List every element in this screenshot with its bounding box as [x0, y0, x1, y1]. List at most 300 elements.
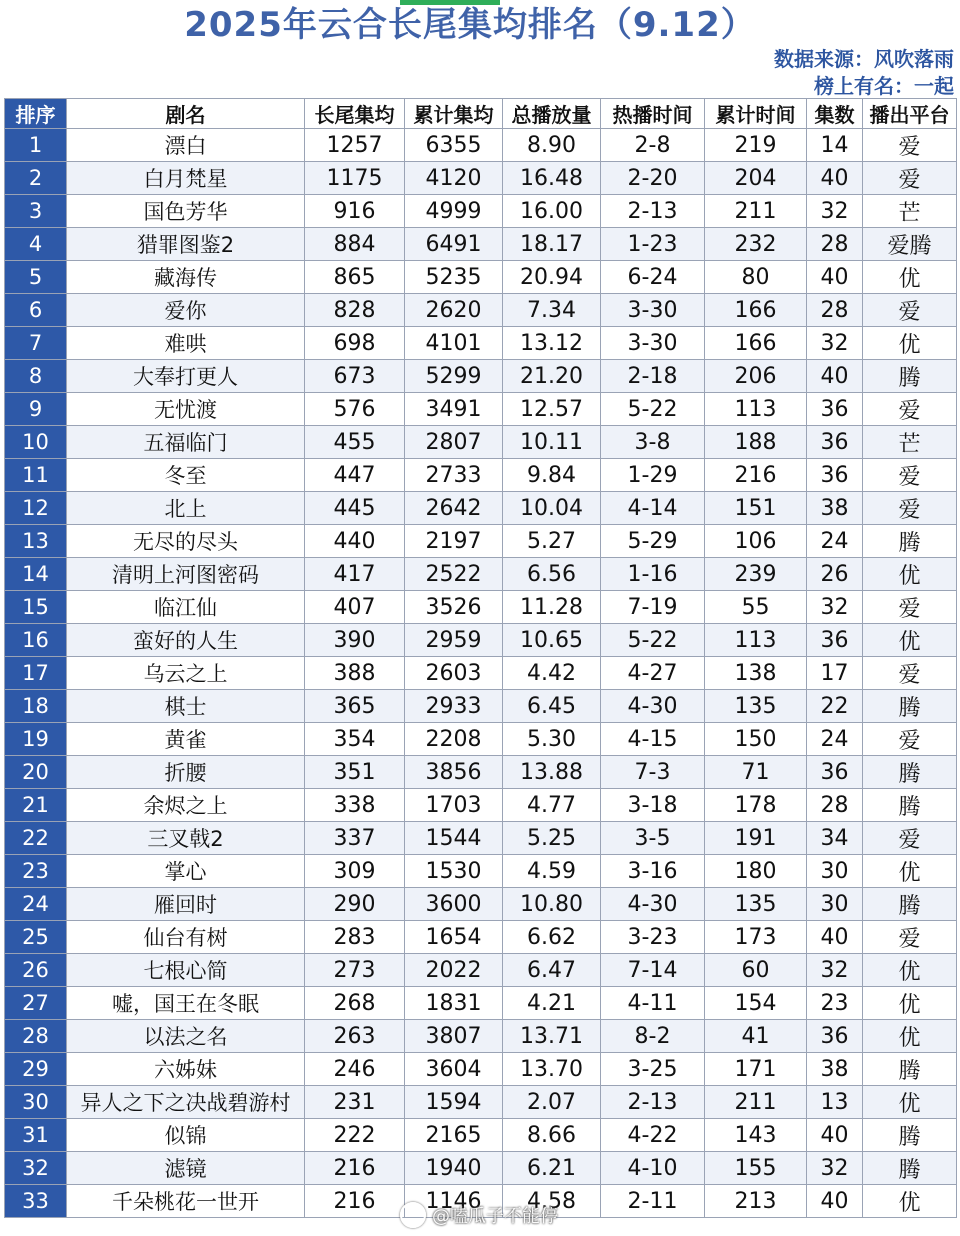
cell-longtail-avg: 268 [305, 987, 405, 1020]
cell-cumulative-avg: 3856 [405, 756, 503, 789]
cell-cumulative-days: 106 [705, 525, 807, 558]
cell-longtail-avg: 1257 [305, 129, 405, 162]
table-row [5, 393, 957, 426]
table-row [5, 426, 957, 459]
cell-cumulative-days: 113 [705, 393, 807, 426]
cell-episodes: 14 [807, 129, 863, 162]
header-longtail-avg: 长尾集均 [305, 99, 405, 129]
cell-total-plays: 13.71 [503, 1020, 601, 1053]
cell-rank: 15 [5, 591, 67, 624]
table-row [5, 723, 957, 756]
cell-cumulative-days: 173 [705, 921, 807, 954]
cell-episodes: 13 [807, 1086, 863, 1119]
watermark-text: @嗑瓜子不能停 [432, 1206, 558, 1227]
cell-total-plays: 6.21 [503, 1152, 601, 1185]
cell-air-date: 3-16 [601, 855, 705, 888]
cell-platform: 腾 [863, 1053, 957, 1086]
cell-platform: 腾 [863, 690, 957, 723]
cell-cumulative-days: 113 [705, 624, 807, 657]
cell-longtail-avg: 351 [305, 756, 405, 789]
cell-platform: 腾 [863, 1152, 957, 1185]
cell-longtail-avg: 455 [305, 426, 405, 459]
cell-rank: 27 [5, 987, 67, 1020]
cell-total-plays: 20.94 [503, 261, 601, 294]
header-episodes: 集数 [807, 99, 863, 129]
cell-cumulative-avg: 1530 [405, 855, 503, 888]
cell-rank: 5 [5, 261, 67, 294]
cell-title: 似锦 [67, 1119, 305, 1152]
header-platform: 播出平台 [863, 99, 957, 129]
table-row [5, 129, 957, 162]
cell-title: 临江仙 [67, 591, 305, 624]
cell-rank: 25 [5, 921, 67, 954]
cell-cumulative-days: 60 [705, 954, 807, 987]
cell-air-date: 2-13 [601, 1086, 705, 1119]
cell-air-date: 3-30 [601, 327, 705, 360]
cell-episodes: 36 [807, 756, 863, 789]
cell-title: 掌心 [67, 855, 305, 888]
cell-longtail-avg: 440 [305, 525, 405, 558]
cell-total-plays: 8.90 [503, 129, 601, 162]
cell-total-plays: 6.45 [503, 690, 601, 723]
cell-rank: 26 [5, 954, 67, 987]
cell-air-date: 1-29 [601, 459, 705, 492]
cell-cumulative-days: 41 [705, 1020, 807, 1053]
cell-air-date: 4-10 [601, 1152, 705, 1185]
cell-cumulative-avg: 2208 [405, 723, 503, 756]
table-row [5, 690, 957, 723]
cell-episodes: 32 [807, 954, 863, 987]
cell-platform: 腾 [863, 1119, 957, 1152]
cell-longtail-avg: 246 [305, 1053, 405, 1086]
cell-air-date: 4-15 [601, 723, 705, 756]
cell-cumulative-days: 138 [705, 657, 807, 690]
cell-episodes: 36 [807, 426, 863, 459]
cell-title: 棋士 [67, 690, 305, 723]
table-row [5, 360, 957, 393]
cell-longtail-avg: 309 [305, 855, 405, 888]
cell-rank: 24 [5, 888, 67, 921]
cell-cumulative-avg: 3604 [405, 1053, 503, 1086]
cell-longtail-avg: 417 [305, 558, 405, 591]
cell-total-plays: 8.66 [503, 1119, 601, 1152]
cell-platform: 优 [863, 1185, 957, 1218]
cell-air-date: 5-22 [601, 393, 705, 426]
cell-rank: 29 [5, 1053, 67, 1086]
cell-cumulative-avg: 6355 [405, 129, 503, 162]
cell-air-date: 5-22 [601, 624, 705, 657]
cell-episodes: 40 [807, 1185, 863, 1218]
cell-title: 异人之下之决战碧游村 [67, 1086, 305, 1119]
cell-total-plays: 9.84 [503, 459, 601, 492]
cell-title: 折腰 [67, 756, 305, 789]
cell-longtail-avg: 216 [305, 1152, 405, 1185]
cell-air-date: 8-2 [601, 1020, 705, 1053]
cell-episodes: 30 [807, 888, 863, 921]
cell-cumulative-days: 135 [705, 690, 807, 723]
table-row [5, 228, 957, 261]
cell-air-date: 2-8 [601, 129, 705, 162]
cell-longtail-avg: 216 [305, 1185, 405, 1218]
credit-label: 榜上有名：一起 [814, 74, 954, 98]
cell-cumulative-avg: 2642 [405, 492, 503, 525]
table-row [5, 921, 957, 954]
cell-cumulative-days: 188 [705, 426, 807, 459]
cell-cumulative-days: 232 [705, 228, 807, 261]
cell-air-date: 1-23 [601, 228, 705, 261]
cell-cumulative-avg: 2733 [405, 459, 503, 492]
cell-longtail-avg: 290 [305, 888, 405, 921]
table-row [5, 294, 957, 327]
cell-title: 五福临门 [67, 426, 305, 459]
cell-rank: 31 [5, 1119, 67, 1152]
cell-episodes: 17 [807, 657, 863, 690]
header-cumulative-avg: 累计集均 [405, 99, 503, 129]
cell-episodes: 40 [807, 921, 863, 954]
watermark [400, 1200, 558, 1230]
cell-platform: 优 [863, 558, 957, 591]
cell-episodes: 28 [807, 789, 863, 822]
weibo-logo-icon [400, 1202, 426, 1228]
cell-longtail-avg: 828 [305, 294, 405, 327]
cell-platform: 爱 [863, 921, 957, 954]
cell-air-date: 7-3 [601, 756, 705, 789]
cell-rank: 18 [5, 690, 67, 723]
cell-title: 六姊妹 [67, 1053, 305, 1086]
cell-title: 蛮好的人生 [67, 624, 305, 657]
cell-rank: 28 [5, 1020, 67, 1053]
cell-title: 无忧渡 [67, 393, 305, 426]
cell-rank: 3 [5, 195, 67, 228]
cell-title: 乌云之上 [67, 657, 305, 690]
cell-longtail-avg: 273 [305, 954, 405, 987]
cell-air-date: 4-30 [601, 888, 705, 921]
cell-total-plays: 4.21 [503, 987, 601, 1020]
cell-longtail-avg: 1175 [305, 162, 405, 195]
cell-cumulative-avg: 1940 [405, 1152, 503, 1185]
cell-air-date: 3-5 [601, 822, 705, 855]
table-row [5, 195, 957, 228]
cell-title: 嘘，国王在冬眠 [67, 987, 305, 1020]
cell-rank: 22 [5, 822, 67, 855]
cell-air-date: 4-14 [601, 492, 705, 525]
cell-platform: 优 [863, 1020, 957, 1053]
cell-platform: 爱 [863, 492, 957, 525]
cell-cumulative-days: 55 [705, 591, 807, 624]
cell-platform: 爱 [863, 591, 957, 624]
cell-longtail-avg: 365 [305, 690, 405, 723]
cell-platform: 腾 [863, 756, 957, 789]
cell-episodes: 40 [807, 261, 863, 294]
cell-platform: 爱 [863, 459, 957, 492]
cell-rank: 6 [5, 294, 67, 327]
cell-episodes: 40 [807, 360, 863, 393]
cell-platform: 优 [863, 987, 957, 1020]
cell-air-date: 3-8 [601, 426, 705, 459]
cell-rank: 23 [5, 855, 67, 888]
cell-total-plays: 5.27 [503, 525, 601, 558]
cell-air-date: 6-24 [601, 261, 705, 294]
cell-platform: 爱 [863, 657, 957, 690]
cell-cumulative-days: 135 [705, 888, 807, 921]
cell-cumulative-avg: 1654 [405, 921, 503, 954]
cell-episodes: 22 [807, 690, 863, 723]
cell-title: 国色芳华 [67, 195, 305, 228]
cell-title: 滤镜 [67, 1152, 305, 1185]
cell-longtail-avg: 338 [305, 789, 405, 822]
cell-cumulative-avg: 3600 [405, 888, 503, 921]
cell-air-date: 4-11 [601, 987, 705, 1020]
cell-cumulative-days: 219 [705, 129, 807, 162]
cell-cumulative-days: 155 [705, 1152, 807, 1185]
cell-episodes: 32 [807, 1152, 863, 1185]
cell-cumulative-days: 171 [705, 1053, 807, 1086]
cell-longtail-avg: 388 [305, 657, 405, 690]
data-source-label: 数据来源：风吹落雨 [774, 47, 954, 71]
cell-platform: 腾 [863, 789, 957, 822]
cell-cumulative-days: 213 [705, 1185, 807, 1218]
cell-platform: 优 [863, 1086, 957, 1119]
cell-rank: 1 [5, 129, 67, 162]
cell-longtail-avg: 337 [305, 822, 405, 855]
cell-total-plays: 6.62 [503, 921, 601, 954]
cell-longtail-avg: 283 [305, 921, 405, 954]
cell-title: 大奉打更人 [67, 360, 305, 393]
table-row [5, 987, 957, 1020]
cell-episodes: 24 [807, 525, 863, 558]
cell-cumulative-avg: 4999 [405, 195, 503, 228]
cell-cumulative-avg: 2959 [405, 624, 503, 657]
cell-episodes: 36 [807, 1020, 863, 1053]
cell-platform: 芒 [863, 195, 957, 228]
cell-total-plays: 13.12 [503, 327, 601, 360]
cell-title: 七根心简 [67, 954, 305, 987]
cell-title: 冬至 [67, 459, 305, 492]
cell-cumulative-avg: 2807 [405, 426, 503, 459]
cell-total-plays: 10.04 [503, 492, 601, 525]
cell-longtail-avg: 916 [305, 195, 405, 228]
cell-episodes: 36 [807, 393, 863, 426]
cell-cumulative-days: 150 [705, 723, 807, 756]
cell-rank: 2 [5, 162, 67, 195]
cell-cumulative-days: 211 [705, 195, 807, 228]
table-row [5, 327, 957, 360]
cell-rank: 16 [5, 624, 67, 657]
cell-rank: 13 [5, 525, 67, 558]
table-row [5, 888, 957, 921]
cell-cumulative-avg: 2620 [405, 294, 503, 327]
cell-longtail-avg: 354 [305, 723, 405, 756]
cell-title: 黄雀 [67, 723, 305, 756]
cell-platform: 腾 [863, 525, 957, 558]
cell-longtail-avg: 447 [305, 459, 405, 492]
cell-longtail-avg: 390 [305, 624, 405, 657]
cell-rank: 11 [5, 459, 67, 492]
cell-cumulative-avg: 3807 [405, 1020, 503, 1053]
cell-total-plays: 4.58 [503, 1185, 601, 1218]
cell-platform: 芒 [863, 426, 957, 459]
cell-total-plays: 13.88 [503, 756, 601, 789]
cell-title: 雁回时 [67, 888, 305, 921]
cell-cumulative-days: 211 [705, 1086, 807, 1119]
table-row [5, 1053, 957, 1086]
cell-total-plays: 18.17 [503, 228, 601, 261]
cell-air-date: 3-25 [601, 1053, 705, 1086]
cell-platform: 爱 [863, 723, 957, 756]
cell-cumulative-days: 143 [705, 1119, 807, 1152]
cell-cumulative-days: 151 [705, 492, 807, 525]
cell-platform: 优 [863, 261, 957, 294]
cell-title: 北上 [67, 492, 305, 525]
cell-title: 三叉戟2 [67, 822, 305, 855]
cell-cumulative-avg: 1703 [405, 789, 503, 822]
cell-rank: 30 [5, 1086, 67, 1119]
cell-title: 仙台有树 [67, 921, 305, 954]
table-row [5, 459, 957, 492]
cell-longtail-avg: 884 [305, 228, 405, 261]
cell-cumulative-avg: 3526 [405, 591, 503, 624]
cell-air-date: 1-16 [601, 558, 705, 591]
header-cumulative-days: 累计时间 [705, 99, 807, 129]
cell-platform: 爱 [863, 162, 957, 195]
cell-title: 以法之名 [67, 1020, 305, 1053]
cell-total-plays: 5.25 [503, 822, 601, 855]
header-total-plays: 总播放量 [503, 99, 601, 129]
cell-title: 难哄 [67, 327, 305, 360]
cell-platform: 爱 [863, 393, 957, 426]
cell-cumulative-days: 154 [705, 987, 807, 1020]
cell-episodes: 36 [807, 459, 863, 492]
cell-air-date: 4-27 [601, 657, 705, 690]
table-row [5, 525, 957, 558]
cell-total-plays: 4.59 [503, 855, 601, 888]
cell-rank: 14 [5, 558, 67, 591]
cell-longtail-avg: 445 [305, 492, 405, 525]
table-row [5, 657, 957, 690]
table-row [5, 1119, 957, 1152]
cell-total-plays: 10.11 [503, 426, 601, 459]
cell-longtail-avg: 576 [305, 393, 405, 426]
cell-rank: 4 [5, 228, 67, 261]
cell-platform: 爱腾 [863, 228, 957, 261]
table-row [5, 492, 957, 525]
cell-total-plays: 2.07 [503, 1086, 601, 1119]
cell-title: 清明上河图密码 [67, 558, 305, 591]
header-rank: 排序 [5, 99, 67, 129]
cell-total-plays: 4.77 [503, 789, 601, 822]
cell-episodes: 38 [807, 1053, 863, 1086]
cell-cumulative-days: 191 [705, 822, 807, 855]
cell-rank: 21 [5, 789, 67, 822]
cell-longtail-avg: 263 [305, 1020, 405, 1053]
cell-total-plays: 6.56 [503, 558, 601, 591]
cell-cumulative-avg: 6491 [405, 228, 503, 261]
cell-platform: 优 [863, 624, 957, 657]
cell-cumulative-avg: 5299 [405, 360, 503, 393]
cell-cumulative-avg: 2603 [405, 657, 503, 690]
cell-episodes: 34 [807, 822, 863, 855]
cell-episodes: 23 [807, 987, 863, 1020]
cell-cumulative-avg: 2522 [405, 558, 503, 591]
cell-cumulative-avg: 4101 [405, 327, 503, 360]
cell-rank: 9 [5, 393, 67, 426]
table-row [5, 1020, 957, 1053]
cell-episodes: 32 [807, 327, 863, 360]
cell-platform: 爱 [863, 294, 957, 327]
cell-longtail-avg: 698 [305, 327, 405, 360]
cell-total-plays: 6.47 [503, 954, 601, 987]
table-header-row [5, 99, 957, 129]
cell-air-date: 3-18 [601, 789, 705, 822]
cell-total-plays: 13.70 [503, 1053, 601, 1086]
cell-cumulative-avg: 2165 [405, 1119, 503, 1152]
cell-title: 猎罪图鉴2 [67, 228, 305, 261]
cell-total-plays: 21.20 [503, 360, 601, 393]
cell-rank: 19 [5, 723, 67, 756]
cell-total-plays: 16.00 [503, 195, 601, 228]
cell-total-plays: 12.57 [503, 393, 601, 426]
cell-cumulative-days: 166 [705, 294, 807, 327]
cell-cumulative-avg: 1146 [405, 1185, 503, 1218]
table-row [5, 162, 957, 195]
cell-episodes: 30 [807, 855, 863, 888]
header-air-date: 热播时间 [601, 99, 705, 129]
cell-longtail-avg: 231 [305, 1086, 405, 1119]
cell-air-date: 2-18 [601, 360, 705, 393]
cell-episodes: 28 [807, 294, 863, 327]
cell-cumulative-avg: 4120 [405, 162, 503, 195]
cell-cumulative-days: 239 [705, 558, 807, 591]
cell-episodes: 38 [807, 492, 863, 525]
header-title: 剧名 [67, 99, 305, 129]
table-body [5, 129, 957, 1218]
cell-longtail-avg: 222 [305, 1119, 405, 1152]
table-row [5, 1086, 957, 1119]
cell-episodes: 26 [807, 558, 863, 591]
cell-total-plays: 10.80 [503, 888, 601, 921]
cell-episodes: 40 [807, 162, 863, 195]
table-row [5, 789, 957, 822]
cell-cumulative-avg: 2197 [405, 525, 503, 558]
cell-rank: 12 [5, 492, 67, 525]
cell-episodes: 24 [807, 723, 863, 756]
cell-rank: 10 [5, 426, 67, 459]
cell-cumulative-avg: 1544 [405, 822, 503, 855]
table-row [5, 624, 957, 657]
table-row [5, 855, 957, 888]
cell-cumulative-days: 80 [705, 261, 807, 294]
cell-title: 无尽的尽头 [67, 525, 305, 558]
cell-cumulative-days: 216 [705, 459, 807, 492]
cell-cumulative-avg: 5235 [405, 261, 503, 294]
cell-air-date: 7-19 [601, 591, 705, 624]
cell-rank: 7 [5, 327, 67, 360]
cell-total-plays: 4.42 [503, 657, 601, 690]
cell-rank: 8 [5, 360, 67, 393]
cell-total-plays: 16.48 [503, 162, 601, 195]
cell-cumulative-days: 180 [705, 855, 807, 888]
cell-platform: 爱 [863, 822, 957, 855]
cell-cumulative-avg: 3491 [405, 393, 503, 426]
table-row [5, 261, 957, 294]
cell-cumulative-avg: 1594 [405, 1086, 503, 1119]
cell-air-date: 7-14 [601, 954, 705, 987]
cell-air-date: 4-30 [601, 690, 705, 723]
cell-episodes: 36 [807, 624, 863, 657]
cell-longtail-avg: 865 [305, 261, 405, 294]
table-row [5, 954, 957, 987]
page-title: 2025年云合长尾集均排名（9.12） [184, 5, 756, 45]
